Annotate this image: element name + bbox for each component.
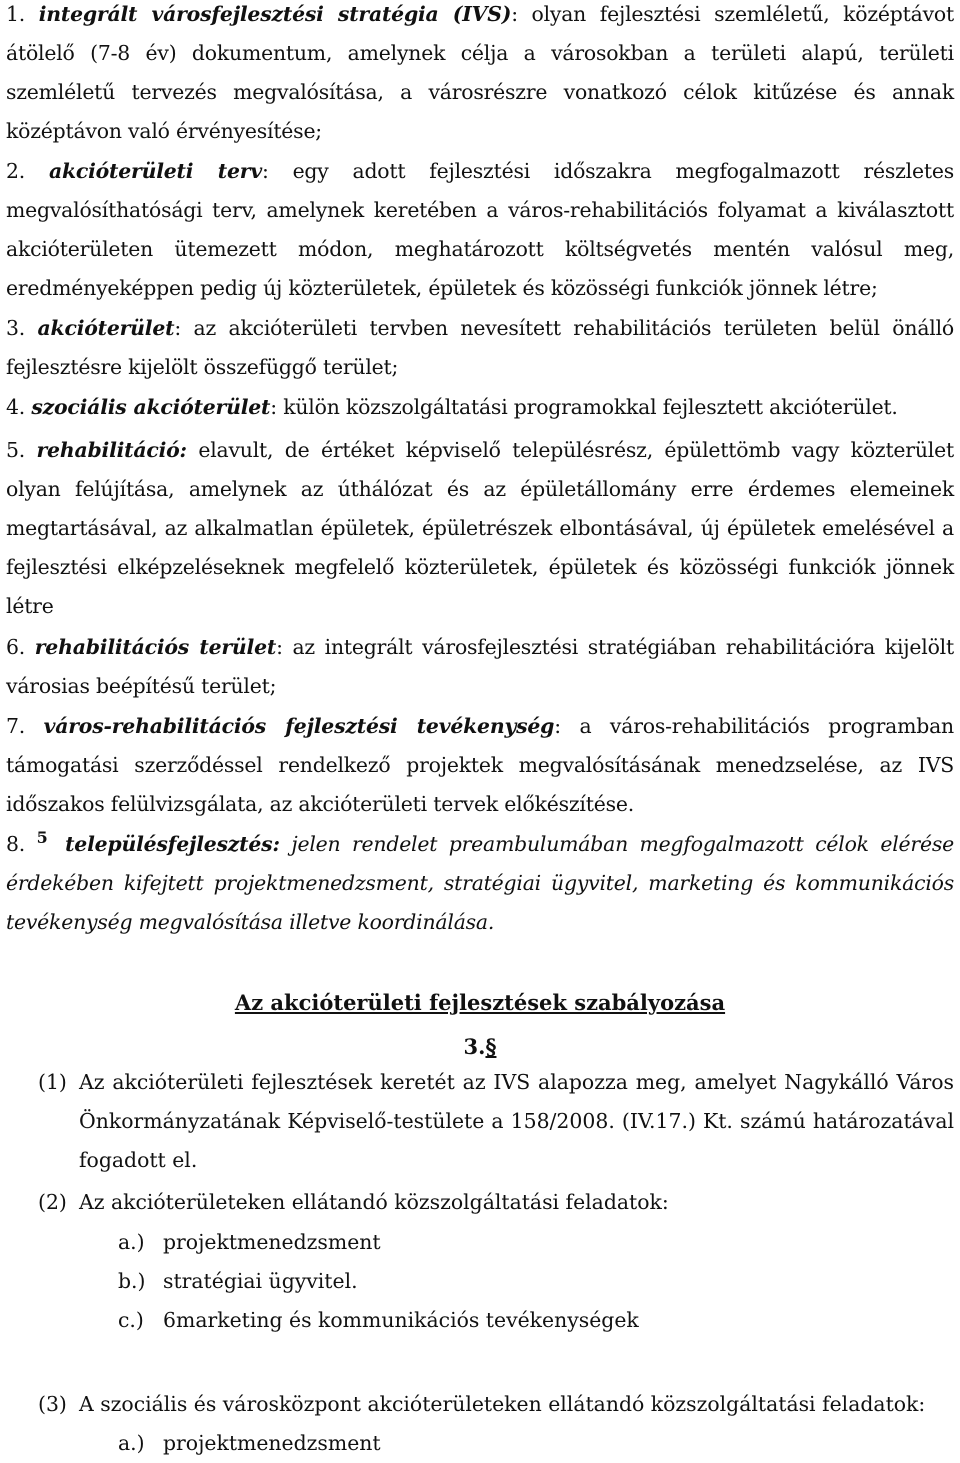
list-text: marketing és kommunikációs tevékenységek [175, 1308, 639, 1332]
list-text: projektmenedzsment [163, 1431, 381, 1455]
paragraph-1 [6, 1063, 954, 1180]
list-label: b.) [118, 1269, 146, 1293]
paragraph-text: Az akcióterületi fejlesztések keretét az IVS alapozza meg, amelyet Nagykálló Város Önkormányzatának Képviselő-testülete a 158/2008. (IV.17.) Kt. számú határozatával fogadott el. [79, 1070, 954, 1172]
definition-separator: : [174, 316, 194, 340]
definition-7 [6, 707, 954, 824]
definition-number: 3. [6, 316, 26, 340]
definition-text: egy adott fejlesztési időszakra megfogalmazott részletes megvalósíthatósági terv, amelynek keretében a város-rehabilitációs folyamat a kiválasztott akcióterületen ütemezett módon, meghatározott költségvetés mentén valósul meg, eredményeképpen pedig új közterületek, épületek és közösségi funkciók jönnek létre; [6, 159, 954, 300]
definition-separator [187, 438, 198, 462]
list-label: c.) [118, 1308, 144, 1332]
definition-text: olyan fejlesztési szemléletű, középtávot átölelő (7-8 év) dokumentum, amelynek célja a városokban a területi alapú, területi szemléletű tervezés megvalósítása, a városrészre vonatkozó célok kitűzése és annak középtávon való érvényesítése; [6, 2, 954, 143]
list-item [118, 1301, 639, 1340]
paragraph-3 [6, 1385, 954, 1424]
definition-number: 6. [6, 635, 26, 659]
definition-text: jelen rendelet preambulumában megfogalmazott célok elérése érdekében kifejtett projektmenedzsment, stratégiai ügyvitel, marketing és kommunikációs tevékenység megvalósítása illetve koordinálása. [6, 832, 954, 934]
paragraph-2 [6, 1183, 954, 1222]
list-label: a.) [118, 1230, 145, 1254]
list-text: projektmenedzsment [163, 1230, 381, 1254]
definition-5 [6, 431, 954, 626]
definition-text: az akcióterületi tervben nevesített rehabilitációs területen belül önálló fejlesztésre kijelölt összefüggő terület; [6, 316, 954, 379]
paragraph-number: (1) [38, 1070, 67, 1094]
definition-text: a város-rehabilitációs programban támogatási szerződéssel rendelkező projektek megvalósításának menedzselése, az IVS időszakos felülvizsgálata, az akcióterületi tervek előkészítése. [6, 714, 954, 816]
definition-term: rehabilitációs terület [34, 635, 277, 659]
definition-text: elavult, de értéket képviselő településrész, épülettömb vagy közterület olyan felújítása, amelynek az úthálózat és az épületállomány erre érdemes elemeinek megtartásával, az alkalmatlan épületek, épületrészek elbontásával, új épületek emelésével a fejlesztési elképzeléseknek megfelelő közterületek, épületek és közösségi funkciók jönnek létre [6, 438, 954, 618]
list-item [118, 1223, 381, 1262]
list-label: a.) [118, 1431, 145, 1455]
footnote-marker: 6 [163, 1308, 176, 1332]
definition-term: akcióterületi terv [48, 159, 262, 183]
list-item [118, 1424, 381, 1463]
definition-number: 5. [6, 438, 26, 462]
list-item [118, 1262, 358, 1301]
paragraph-text: Az akcióterületeken ellátandó közszolgáltatási feladatok: [79, 1190, 669, 1214]
definition-3 [6, 309, 954, 387]
section-num: 3. [463, 1034, 486, 1059]
definition-8 [6, 825, 954, 942]
definition-text: külön közszolgáltatási programokkal fejlesztett akcióterület. [283, 395, 898, 419]
section-sign: § [485, 1034, 497, 1059]
definition-number: 4. [6, 395, 26, 419]
definition-number: 8. [6, 832, 26, 856]
paragraph-text: A szociális és városközpont akcióterületeken ellátandó közszolgáltatási feladatok: [79, 1392, 926, 1416]
definition-6 [6, 628, 954, 706]
definition-number: 1. [6, 2, 26, 26]
paragraph-number: (2) [38, 1190, 67, 1214]
definition-term: integrált városfejlesztési stratégia (IVS) [38, 2, 512, 26]
definition-separator: : [270, 395, 284, 419]
definition-term: város-rehabilitációs fejlesztési tevékenység [43, 714, 555, 738]
section-heading: Az akcióterületi fejlesztések szabályozása [234, 990, 726, 1015]
definition-separator: : [276, 635, 293, 659]
definition-term: akcióterület [37, 316, 175, 340]
definition-4 [6, 388, 954, 427]
definition-number: 7. [6, 714, 26, 738]
definition-separator: : [262, 159, 293, 183]
paragraph-number: (3) [38, 1392, 67, 1416]
definition-text: az integrált városfejlesztési stratégiában rehabilitációra kijelölt városias beépítésű terület; [6, 635, 954, 698]
definition-number: 2. [6, 159, 26, 183]
list-text: stratégiai ügyvitel. [163, 1269, 358, 1293]
footnote-marker: 5 [36, 828, 48, 848]
definition-term: szociális akcióterület [31, 395, 271, 419]
definition-separator: : [511, 2, 532, 26]
definition-term: rehabilitáció: [36, 438, 187, 462]
section-number [6, 1034, 954, 1059]
definition-2 [6, 152, 954, 308]
definition-1 [6, 0, 954, 151]
definition-term: településfejlesztés: [65, 832, 280, 856]
definition-separator: : [554, 714, 580, 738]
